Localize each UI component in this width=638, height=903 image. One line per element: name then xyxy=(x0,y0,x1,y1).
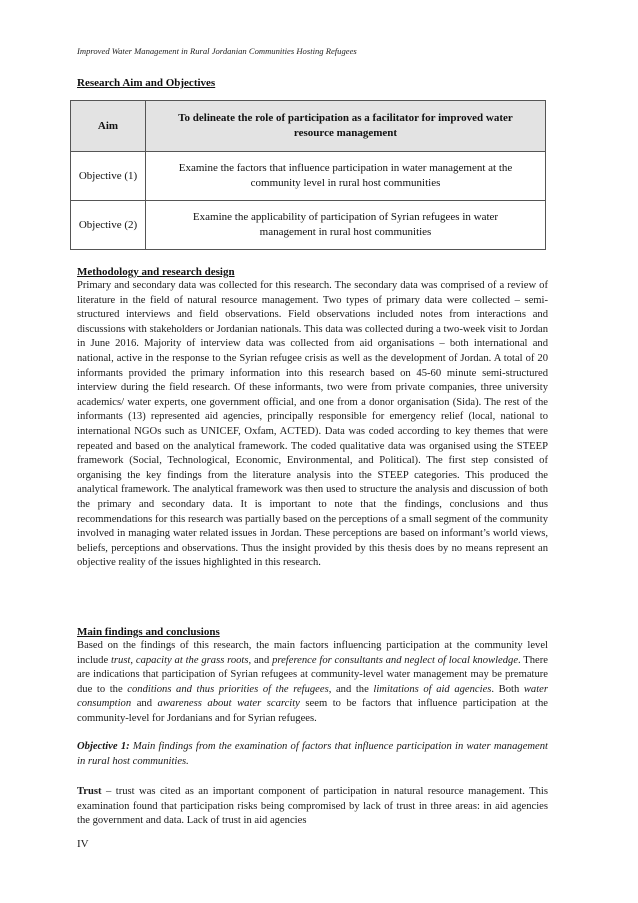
aim-row xyxy=(71,101,546,152)
methodology-paragraph: Primary and secondary data was collected for this research. The secondary data was comprised of a review of literature in the field of natural resource management. Two types of primary data were collected – semi-structured interviews and field observations. Field observations included notes from interactions and discussions with stakeholders or Jordanian nationals. This data was collected during a two-week visit to Jordan in June 2016. Majority of interview data was collected from aid organisations – both international and national, active in the response to the Syrian refugee crisis as well as the development of Jordan. A total of 20 informants provided the primary information into this research based on 45-60 minute semi-structured interview during the field research. Of these informants, two were from private companies, three university academics/ water experts, one government official, and one from a donor organisation (Sida). The rest of the informants (13) represented aid agencies, principally responsible for emergency relief (local, national to international NGOs such as UNICEF, Oxfam, ACTED). Data was coded according to key themes that were repeated and based on the analytical framework. The coded qualitative data was organised using the STEEP framework (Social, Technological, Economic, Environmental, and Political). The first step consisted of organising the key findings from the literature analysis into the STEEP categories. This produced the analytical framework. The analytical framework was then used to structure the analysis and discussion of both the primary and secondary data. It is important to note that the findings, conclusions and thus recommendations for this research was partially based on the perceptions of a small segment of the community involved in managing water related issues in Jordan. These perceptions are based on informant’s world views, beliefs, perceptions and observations. Thus the insight provided by this thesis does by no means represent an objective reality of the issues highlighted in this research. xyxy=(77,280,548,569)
objective-1-text: Main findings from the examination of factors that influence participation in water management in rural host communities. xyxy=(77,741,548,767)
trust-paragraph xyxy=(77,785,548,829)
aim-text-cell: To delineate the role of participation as a facilitator for improved water resource management xyxy=(146,101,546,152)
findings-heading: Main findings and conclusions xyxy=(77,626,220,638)
methodology-heading: Methodology and research design xyxy=(77,266,235,278)
running-header: Improved Water Management in Rural Jordanian Communities Hosting Refugees xyxy=(77,46,357,56)
objective-text-cell: Examine the factors that influence participation in water management at the community level in rural host communities xyxy=(146,152,546,201)
objective-row xyxy=(71,201,546,250)
research-aim-heading: Research Aim and Objectives xyxy=(77,77,216,89)
objective-label-cell: Objective (1) xyxy=(71,152,146,201)
objective-text-cell: Examine the applicability of participation of Syrian refugees in water management in rural host communities xyxy=(146,201,546,250)
trust-term: Trust xyxy=(77,786,102,797)
trust-text: – trust was cited as an important component of participation in natural resource management. This examination found that participation risks being compromised by lack of trust in three areas: in aid agencies the government and data. Lack of trust in aid agencies xyxy=(77,786,548,827)
objective-label-cell: Objective (2) xyxy=(71,201,146,250)
findings-paragraph: Based on the findings of this research, the main factors influencing participation at the community level include trust, capacity at the grass roots, and preference for consultants and neglect of local knowledge. There are indications that participation of Syrian refugees at community-level water management may be premature due to the conditions and thus priorities of the refugees, and the limitations of aid agencies. Both water consumption and awareness about water scarcity seem to be factors that influence participation at the community-level for Jordanians and for Syrian refugees. xyxy=(77,640,548,724)
objective-row xyxy=(71,152,546,201)
aims-objectives-table xyxy=(70,100,546,250)
page-number: IV xyxy=(77,838,89,850)
aim-label-cell: Aim xyxy=(71,101,146,152)
objective-1-label: Objective 1: xyxy=(77,741,130,752)
objective-1-paragraph xyxy=(77,740,548,769)
